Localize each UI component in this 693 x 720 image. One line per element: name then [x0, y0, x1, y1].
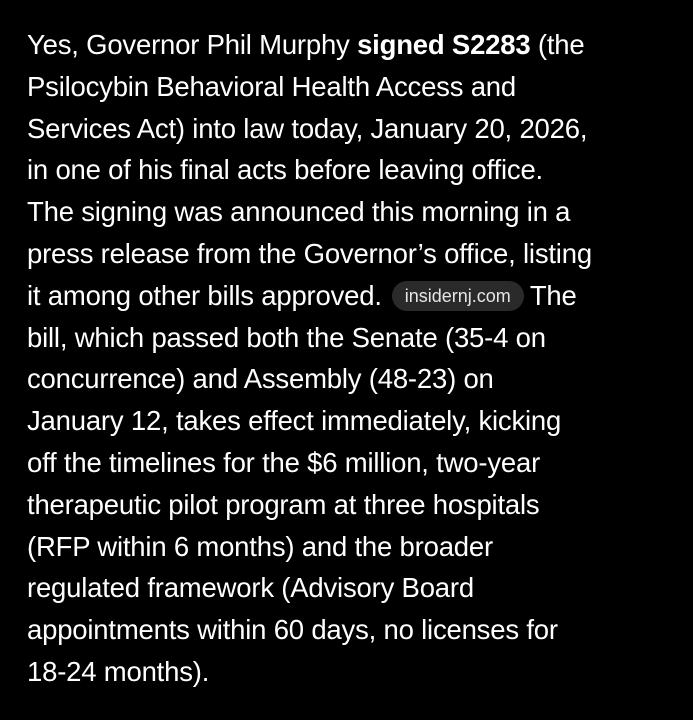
- message-text: Yes, Governor Phil Murphy: [27, 29, 358, 60]
- message-text: (the: [530, 29, 585, 60]
- message-line: January 12, takes effect immediately, kicking: [27, 405, 562, 437]
- message-line: (RFP within 6 months) and the broader: [27, 530, 493, 562]
- message-line: concurrence) and Assembly (48-23) on: [27, 363, 494, 395]
- message-line: [27, 24, 677, 66]
- bold-bill-reference: signed S2283: [357, 29, 531, 60]
- response-message: [27, 24, 677, 693]
- message-line: 18-24 months).: [27, 655, 210, 687]
- message-line: off the timelines for the $6 million, two-year: [27, 446, 541, 478]
- source-citation-chip[interactable]: insidernj.com: [392, 281, 524, 311]
- message-line: [27, 275, 677, 317]
- message-line: appointments within 60 days, no licenses for: [27, 614, 558, 646]
- message-line: bill, which passed both the Senate (35-4 on: [27, 321, 546, 353]
- message-line: press release from the Governor’s office, listing: [27, 237, 592, 269]
- message-line: regulated framework (Advisory Board: [27, 572, 474, 604]
- message-line: in one of his final acts before leaving office.: [27, 154, 543, 186]
- message-line: The signing was announced this morning in a: [27, 196, 571, 228]
- message-text: The: [529, 279, 577, 311]
- message-line: Services Act) into law today, January 20, 2026,: [27, 112, 588, 144]
- message-line: Psilocybin Behavioral Health Access and: [27, 70, 516, 102]
- message-line: therapeutic pilot program at three hospitals: [27, 488, 540, 520]
- message-text: it among other bills approved.: [27, 279, 382, 311]
